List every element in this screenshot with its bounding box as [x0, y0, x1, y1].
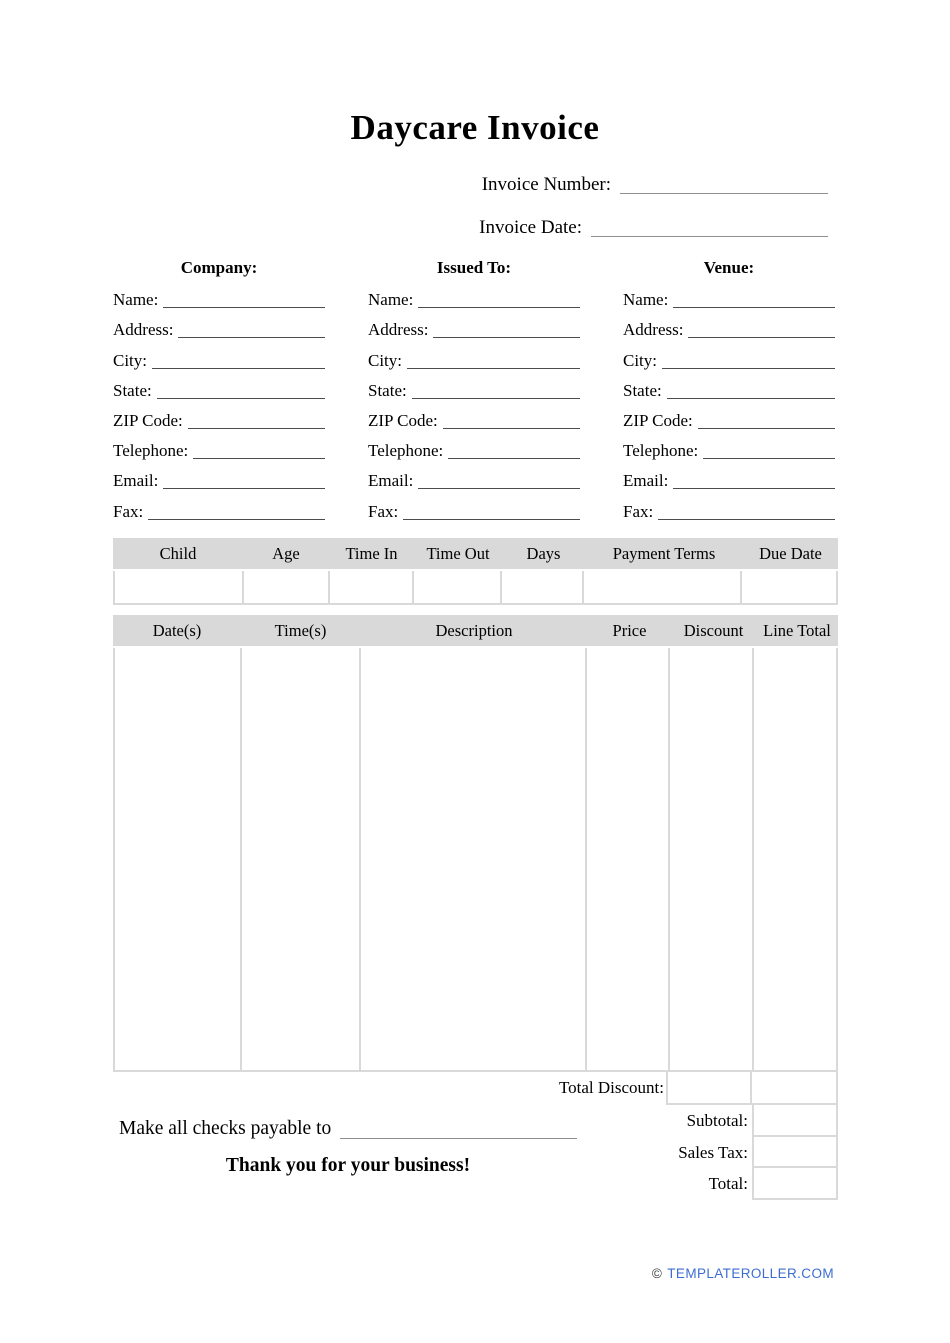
page-title: Daycare Invoice [350, 108, 600, 147]
field-blank[interactable] [418, 307, 580, 308]
table-cell-times[interactable] [242, 648, 360, 1070]
field-label: State: [368, 380, 407, 400]
field-blank[interactable] [662, 368, 835, 369]
column-header-price: Price [612, 621, 647, 640]
party-column-venue [623, 256, 835, 524]
field-row-telephone [368, 433, 580, 463]
field-row-zip [368, 403, 580, 433]
field-blank[interactable] [448, 458, 580, 459]
column-header-child: Child [159, 544, 197, 563]
line-items-table [113, 615, 838, 1072]
field-label: State: [623, 380, 662, 400]
field-blank[interactable] [703, 458, 835, 459]
field-label: Email: [368, 471, 414, 491]
column-header-due-date: Due Date [759, 544, 822, 563]
invoice-date-row [479, 213, 828, 241]
total-discount-line-total-cell[interactable] [752, 1070, 838, 1105]
table-cell-description[interactable] [361, 648, 588, 1070]
field-label: City: [368, 350, 403, 370]
field-row-name [368, 282, 580, 312]
field-label: ZIP Code: [623, 410, 693, 430]
field-label: ZIP Code: [113, 410, 183, 430]
field-label: City: [623, 350, 658, 370]
column-header-times: Time(s) [274, 621, 327, 640]
field-row-email [113, 463, 325, 493]
field-row-fax [623, 493, 835, 523]
invoice-number-blank[interactable] [620, 193, 828, 194]
field-blank[interactable] [667, 398, 835, 399]
column-header-line-total: Line Total [763, 621, 831, 640]
column-header-time-in: Time In [345, 544, 398, 563]
checks-payable-label: Make all checks payable to [119, 1118, 332, 1139]
field-row-state [623, 373, 835, 403]
party-column-company [113, 256, 325, 524]
table-cell-due-date[interactable] [742, 571, 836, 603]
invoice-number-label: Invoice Number: [481, 174, 611, 195]
issued-to-heading: Issued To: [436, 258, 512, 277]
field-row-address [623, 312, 835, 342]
field-row-telephone [623, 433, 835, 463]
field-row-name [623, 282, 835, 312]
table-cell-child[interactable] [115, 571, 244, 603]
field-blank[interactable] [433, 337, 580, 338]
table-cell-payment-terms[interactable] [584, 571, 741, 603]
field-row-state [368, 373, 580, 403]
field-label: Telephone: [113, 441, 189, 461]
field-blank[interactable] [157, 398, 325, 399]
field-blank[interactable] [412, 398, 580, 399]
field-label: Name: [368, 290, 414, 310]
invoice-date-label: Invoice Date: [479, 217, 582, 238]
column-header-time-out: Time Out [426, 544, 490, 563]
total-discount-label: Total Discount: [558, 1078, 664, 1097]
field-row-address [368, 312, 580, 342]
field-label: Name: [623, 290, 669, 310]
thank-you-message: Thank you for your business! [225, 1155, 471, 1176]
field-blank[interactable] [193, 458, 325, 459]
column-header-days: Days [526, 544, 561, 563]
field-label: Telephone: [623, 441, 699, 461]
field-label: Email: [623, 471, 669, 491]
field-blank[interactable] [178, 337, 325, 338]
field-blank[interactable] [673, 488, 835, 489]
venue-heading: Venue: [703, 258, 755, 277]
sales-tax-label: Sales Tax: [678, 1143, 748, 1162]
field-blank[interactable] [163, 307, 325, 308]
field-blank[interactable] [403, 519, 580, 520]
sales-tax-cell[interactable] [752, 1137, 838, 1168]
column-header-discount: Discount [683, 621, 744, 640]
field-row-fax [113, 493, 325, 523]
field-row-zip [113, 403, 325, 433]
field-label: Fax: [368, 501, 399, 521]
schedule-table [113, 538, 838, 605]
table-cell-days[interactable] [502, 571, 585, 603]
field-label: Fax: [623, 501, 654, 521]
subtotal-label: Subtotal: [686, 1111, 748, 1130]
templateroller-link[interactable]: TEMPLATEROLLER.COM [667, 1266, 834, 1281]
total-discount-cell[interactable] [666, 1070, 752, 1105]
field-label: ZIP Code: [368, 410, 438, 430]
field-label: State: [113, 380, 152, 400]
field-row-zip [623, 403, 835, 433]
party-column-issued-to [368, 256, 580, 524]
field-blank[interactable] [418, 488, 580, 489]
field-blank[interactable] [658, 519, 835, 520]
table-cell-price[interactable] [587, 648, 670, 1070]
field-blank[interactable] [407, 368, 580, 369]
field-blank[interactable] [148, 519, 325, 520]
field-row-fax [368, 493, 580, 523]
field-blank[interactable] [152, 368, 325, 369]
subtotal-cell[interactable] [752, 1105, 838, 1137]
field-row-city [368, 342, 580, 372]
invoice-date-blank[interactable] [591, 236, 828, 237]
schedule-table-row [113, 571, 838, 605]
field-row-address [113, 312, 325, 342]
field-label: Fax: [113, 501, 144, 521]
field-row-email [368, 463, 580, 493]
column-header-age: Age [272, 544, 300, 563]
table-cell-time-out[interactable] [414, 571, 502, 603]
footer [652, 1266, 834, 1281]
invoice-number-row [482, 170, 828, 198]
table-cell-time-in[interactable] [330, 571, 415, 603]
table-cell-dates[interactable] [115, 648, 242, 1070]
parties-section [113, 256, 835, 524]
column-header-payment-terms: Payment Terms [612, 544, 716, 563]
company-heading: Company: [180, 258, 258, 277]
field-label: Name: [113, 290, 159, 310]
field-blank[interactable] [688, 337, 835, 338]
column-header-description: Description [435, 621, 513, 640]
schedule-table-header [113, 538, 838, 569]
checks-payable-blank[interactable] [340, 1138, 577, 1139]
field-blank[interactable] [698, 428, 835, 429]
table-cell-discount[interactable] [670, 648, 755, 1070]
copyright-symbol: © [651, 1266, 663, 1281]
field-label: Address: [623, 320, 684, 340]
table-cell-line-total[interactable] [754, 648, 836, 1070]
field-row-city [623, 342, 835, 372]
line-items-table-header [113, 615, 838, 646]
field-label: Address: [113, 320, 174, 340]
field-blank[interactable] [673, 307, 835, 308]
field-blank[interactable] [443, 428, 580, 429]
field-row-city [113, 342, 325, 372]
field-label: Email: [113, 471, 159, 491]
field-blank[interactable] [188, 428, 325, 429]
line-items-table-body [113, 648, 838, 1072]
field-label: Address: [368, 320, 429, 340]
total-label: Total: [708, 1174, 748, 1193]
checks-payable-row [119, 1112, 577, 1142]
column-header-dates: Date(s) [152, 621, 202, 640]
field-row-telephone [113, 433, 325, 463]
total-cell[interactable] [752, 1168, 838, 1200]
field-label: Telephone: [368, 441, 444, 461]
field-blank[interactable] [163, 488, 325, 489]
field-row-name [113, 282, 325, 312]
field-row-email [623, 463, 835, 493]
field-label: City: [113, 350, 148, 370]
table-cell-age[interactable] [244, 571, 330, 603]
field-row-state [113, 373, 325, 403]
